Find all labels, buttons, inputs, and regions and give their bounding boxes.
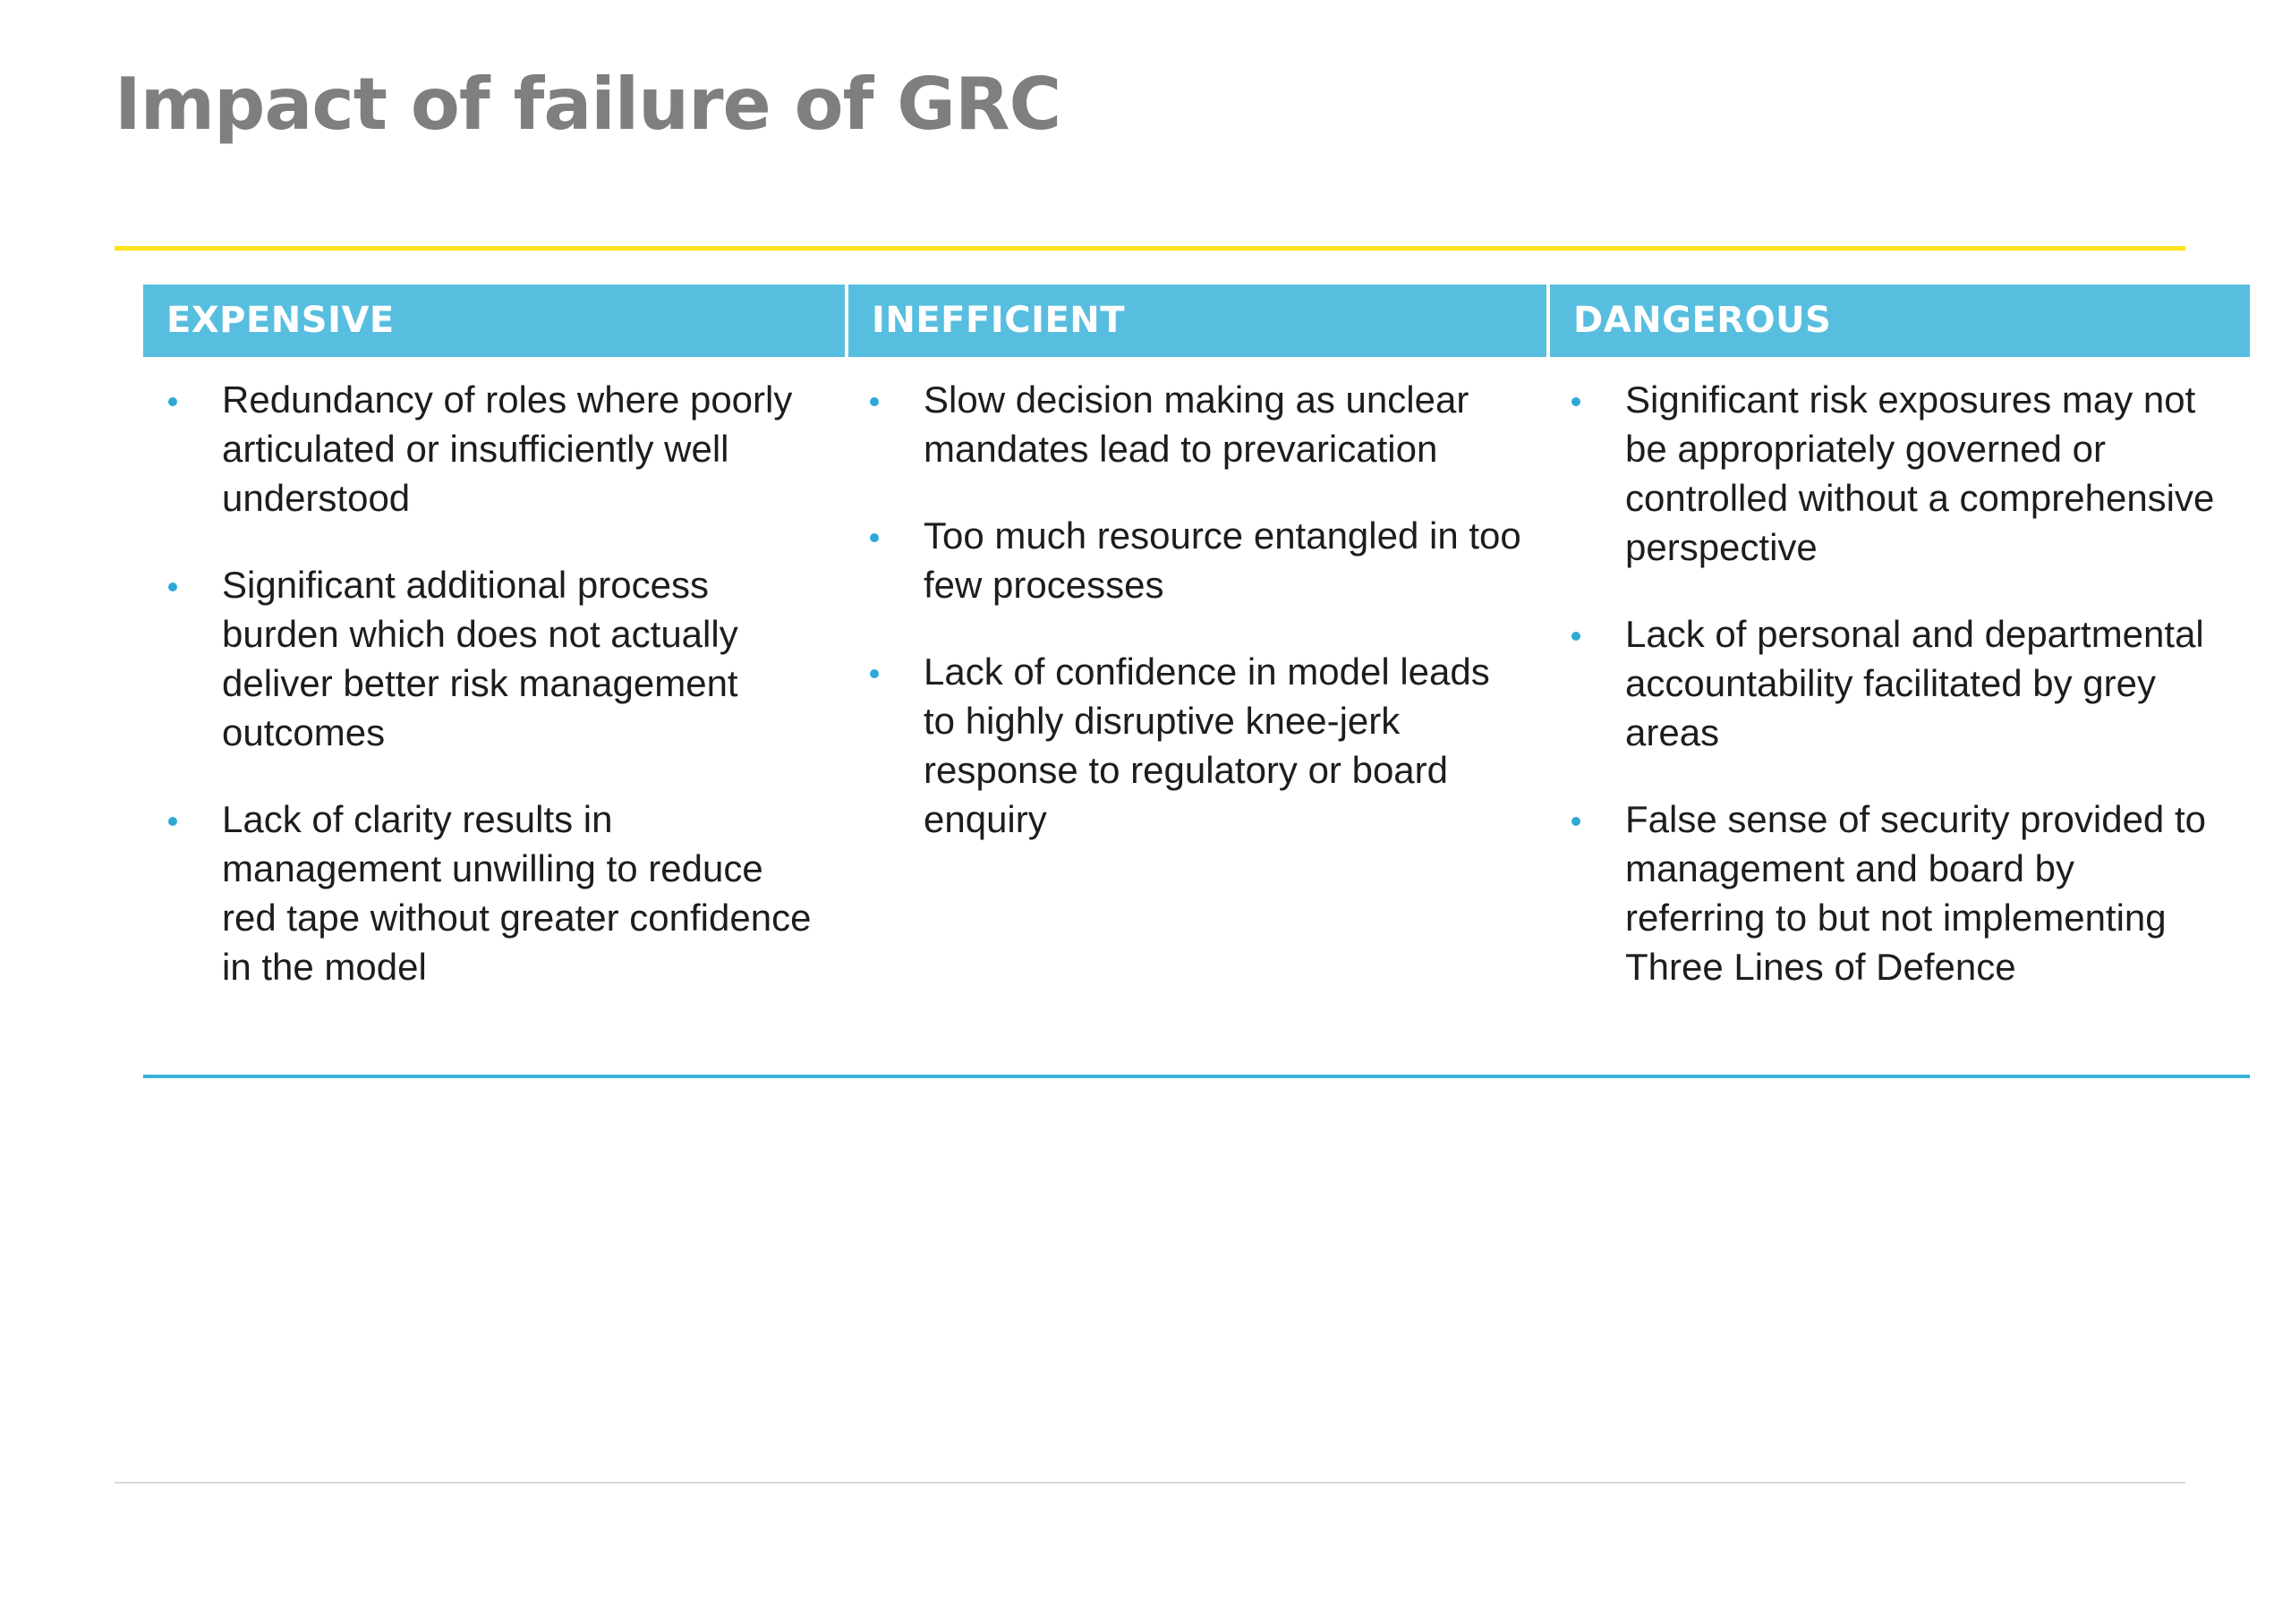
bullet-text: Redundancy of roles where poorly articulated or insufficiently well understood <box>222 378 793 519</box>
bullet-icon <box>1571 632 1580 641</box>
bullet-text: False sense of security provided to management and board by referring to but not implementing Three Lines of Defence <box>1625 798 2206 988</box>
column-heading-dangerous: DANGEROUS <box>1546 285 2250 357</box>
bullet-text: Significant risk exposures may not be appropriately governed or controlled without a comprehensive perspective <box>1625 378 2215 568</box>
footer-divider <box>115 1482 2185 1484</box>
title-divider <box>115 246 2185 251</box>
column-dangerous <box>1546 357 2250 1076</box>
list-item <box>143 795 845 991</box>
list-item <box>845 511 1546 609</box>
bullet-text: Lack of confidence in model leads to highly disruptive knee-jerk response to regulatory or board enquiry <box>924 650 1490 840</box>
list-item <box>845 375 1546 473</box>
bullet-list <box>1546 357 2250 991</box>
bullet-icon <box>168 582 177 591</box>
list-item <box>143 560 845 757</box>
column-inefficient <box>845 357 1546 1076</box>
list-item <box>1546 795 2250 991</box>
bullet-text: Significant additional process burden which does not actually deliver better risk management outcomes <box>222 564 738 753</box>
column-expensive <box>143 357 845 1076</box>
list-item <box>845 647 1546 844</box>
impact-table <box>143 285 2250 1076</box>
list-item <box>1546 375 2250 572</box>
bullet-list <box>845 357 1546 844</box>
column-heading-expensive: EXPENSIVE <box>143 285 845 357</box>
bullet-icon <box>168 397 177 406</box>
bullet-icon <box>870 669 879 678</box>
table-header-row <box>143 285 2250 357</box>
bullet-text: Too much resource entangled in too few processes <box>924 514 1521 606</box>
bullet-icon <box>870 533 879 542</box>
table-body-row <box>143 357 2250 1076</box>
bullet-text: Lack of personal and departmental accountability facilitated by grey areas <box>1625 613 2204 753</box>
list-item <box>143 375 845 523</box>
bullet-icon <box>870 397 879 406</box>
bullet-list <box>143 357 845 991</box>
bullet-text: Lack of clarity results in management unwilling to reduce red tape without greater confidence in the model <box>222 798 812 988</box>
bullet-icon <box>168 817 177 826</box>
list-item <box>1546 609 2250 757</box>
bullet-text: Slow decision making as unclear mandates lead to prevarication <box>924 378 1469 470</box>
slide-title: Impact of failure of GRC <box>115 63 1061 146</box>
column-heading-inefficient: INEFFICIENT <box>845 285 1546 357</box>
bullet-icon <box>1571 397 1580 406</box>
bullet-icon <box>1571 817 1580 826</box>
